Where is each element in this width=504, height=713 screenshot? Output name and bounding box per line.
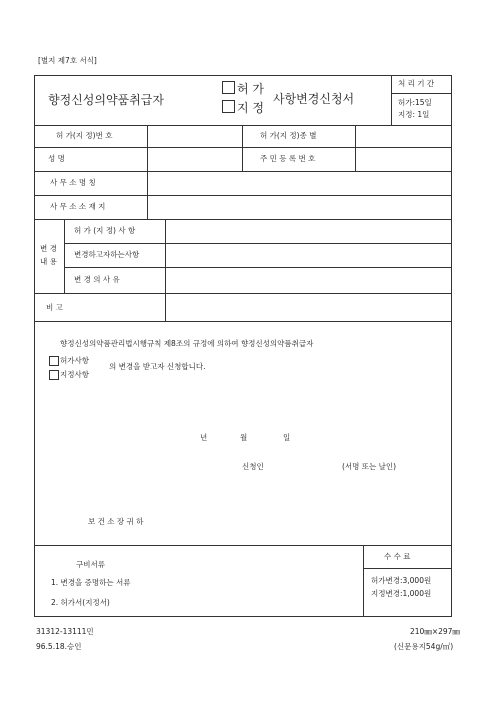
label-resident-number: 주 민 등 록 번 호 [260, 154, 316, 163]
checkbox-designation-items[interactable] [49, 370, 59, 380]
footer-code: 31312-13111민 [36, 627, 94, 636]
change-group-label-top: 변 경 [40, 244, 57, 253]
title-option-designation[interactable]: 지 정 [222, 99, 264, 116]
addressee: 보 건 소 장 귀 하 [88, 517, 144, 526]
document-item-2: 2. 허가서(지정서) [51, 598, 110, 607]
check-permit-items[interactable]: 허가사항 [49, 355, 89, 366]
input-permit-number[interactable] [148, 126, 241, 146]
processing-label: 처 리 기 간 [398, 79, 435, 88]
footer-paper: (신문용지54g/㎡) [394, 642, 454, 651]
documents-label: 구비서류 [76, 560, 105, 569]
label-desired-items: 변경하고자하는사항 [74, 250, 140, 259]
label-permit-type: 허 가(지 정)종 별 [260, 131, 317, 140]
form-label: [별지 제7호 서식] [38, 56, 97, 65]
form-title-right: 사항변경신청서 [273, 92, 355, 106]
fee-label: 수 수 료 [384, 552, 411, 561]
checkbox-permit-title[interactable] [222, 81, 235, 94]
footer-size: 210㎜×297㎜ [410, 627, 460, 636]
input-permit-items[interactable] [166, 220, 451, 242]
fee-permit: 허가변경:3,000원 [371, 576, 432, 585]
title-option-permit[interactable]: 허 가 [222, 80, 264, 97]
processing-designation: 지정: 1일 [398, 110, 430, 119]
applicant-input[interactable] [270, 458, 338, 472]
input-change-reason[interactable] [166, 268, 451, 292]
signature-label: (서명 또는 날인) [342, 462, 397, 471]
label-remarks: 비 고 [46, 303, 63, 312]
statement-text: 향정신성의약품관리법시행규칙 제8조의 규정에 의하여 향정신성의약품취급자 [60, 339, 314, 348]
document-item-1: 1. 변경을 증명하는 서류 [51, 578, 131, 587]
input-permit-type[interactable] [356, 126, 451, 146]
date-day: 일 [283, 433, 291, 442]
input-remarks[interactable] [166, 294, 451, 320]
check-designation-items[interactable]: 지정사항 [49, 369, 89, 380]
form-title-left: 향정신성의약품취급자 [48, 93, 164, 107]
label-office-address: 사 무 소 소 재 지 [50, 202, 106, 211]
date-year: 년 [200, 433, 208, 442]
fee-designation: 지정변경:1,000원 [371, 589, 432, 598]
label-change-reason: 변 경 의 사 유 [74, 275, 120, 284]
label-name: 성 명 [48, 154, 65, 163]
applicant-label: 신청인 [242, 462, 264, 471]
statement-end: 의 변경을 받고자 신청합니다. [109, 362, 206, 371]
change-group-label-bottom: 내 용 [40, 257, 57, 266]
footer-approval: 96.5.18.승인 [36, 642, 82, 651]
input-office-address[interactable] [148, 196, 451, 218]
input-resident-number[interactable] [356, 148, 451, 170]
date-month: 월 [240, 433, 248, 442]
label-permit-number: 허 가(지 정)번 호 [56, 131, 113, 140]
input-office-name[interactable] [148, 172, 451, 194]
checkbox-designation-title[interactable] [222, 100, 235, 113]
processing-permit: 허가:15일 [398, 98, 432, 107]
input-name[interactable] [148, 148, 241, 170]
label-permit-items: 허 가 (지 정) 사 항 [74, 226, 136, 235]
checkbox-permit-items[interactable] [49, 356, 59, 366]
label-office-name: 사 무 소 명 칭 [50, 178, 96, 187]
input-desired-items[interactable] [166, 244, 451, 266]
